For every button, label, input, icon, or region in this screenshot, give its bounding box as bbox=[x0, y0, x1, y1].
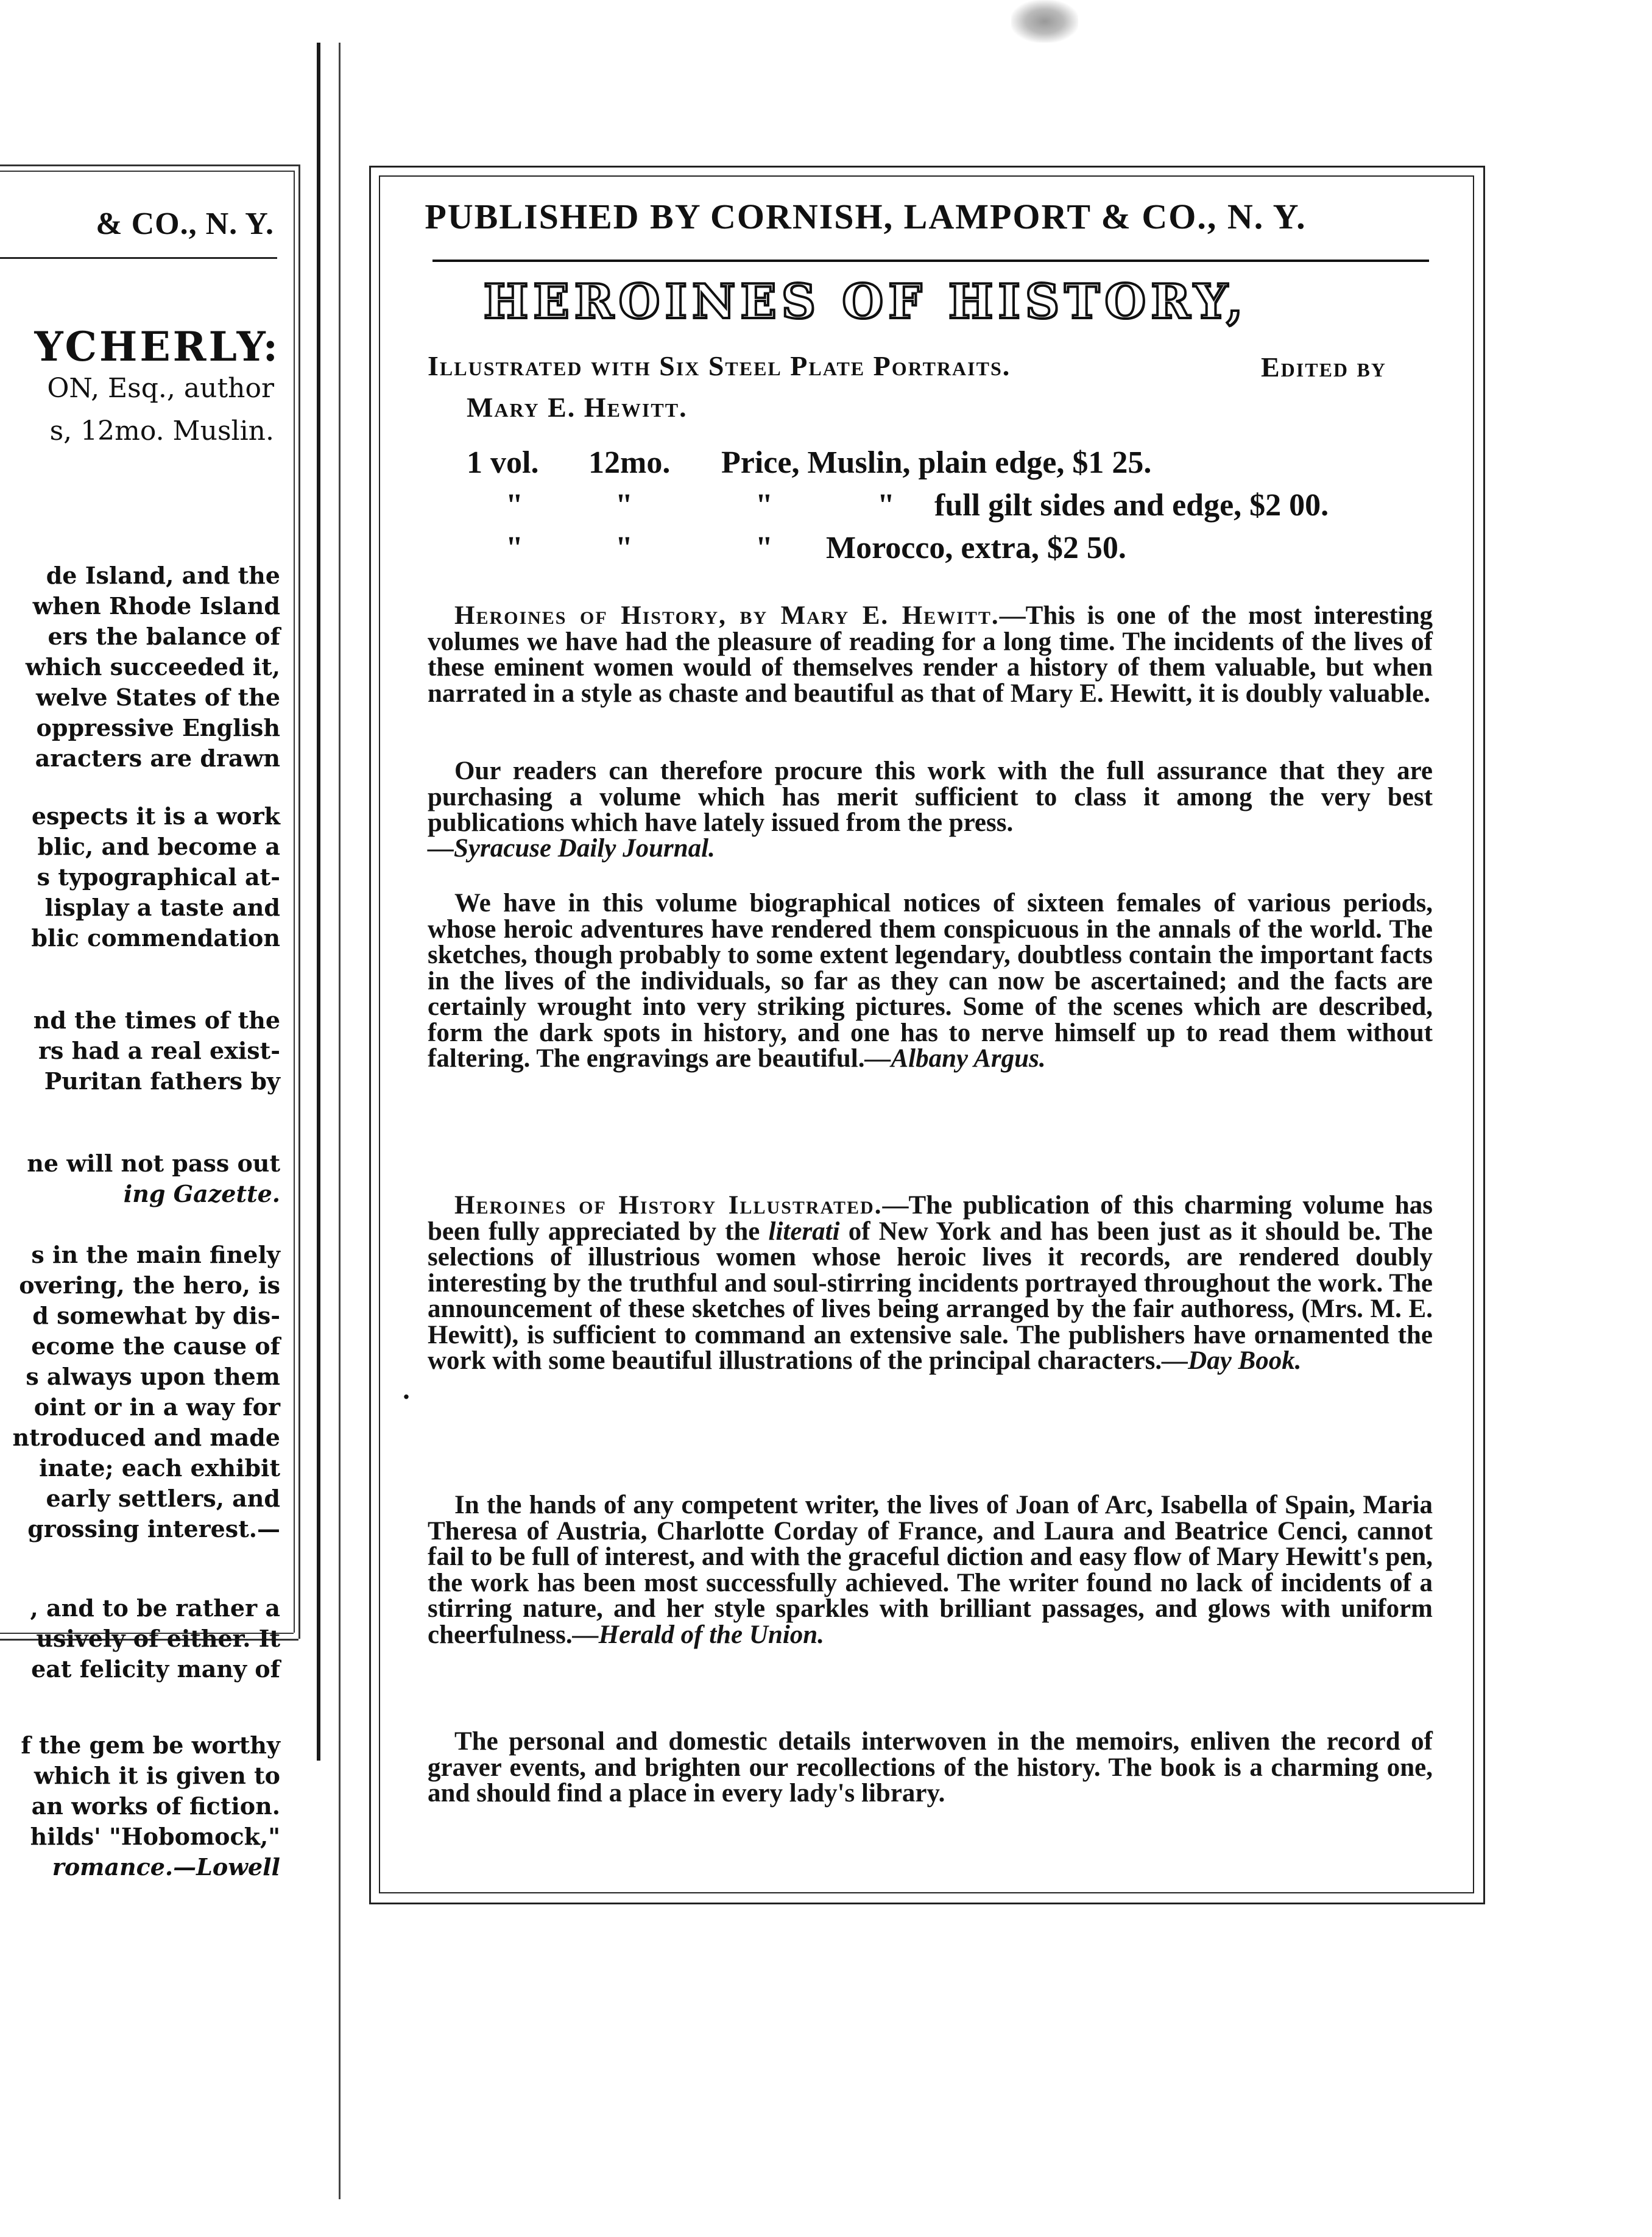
publisher-rule bbox=[432, 260, 1429, 262]
review-syracuse bbox=[428, 603, 1433, 707]
book-title-text: HEROINES OF HISTORY, bbox=[483, 274, 1248, 330]
review-herald bbox=[428, 1493, 1433, 1648]
left-text-line: ntroduced and made bbox=[12, 1424, 280, 1451]
left-frame-rule bbox=[0, 164, 298, 166]
review-lead: Heroines of History, by Mary E. Hewitt. bbox=[454, 601, 1000, 630]
left-text-line: ers the balance of bbox=[48, 623, 280, 650]
left-text-line: , and to be rather a bbox=[30, 1594, 280, 1622]
left-publisher-header: & CO., N. Y. bbox=[96, 207, 274, 241]
left-text-line: blic, and become a bbox=[37, 833, 280, 860]
left-text-line: ecome the cause of bbox=[31, 1332, 280, 1360]
review-text: The personal and domestic details interwoven in the memoirs, enliven the record of graver events, and brighten our recollections of the history. The book is a charming one, and should find a place in every lady's library. bbox=[428, 1727, 1433, 1808]
left-text-line: ing Gazette. bbox=[123, 1180, 280, 1207]
review-closing bbox=[428, 1729, 1433, 1807]
left-text-line: usively of either. It bbox=[36, 1625, 280, 1652]
left-text-line: nd the times of the bbox=[33, 1006, 280, 1034]
subtitle-edited-by: Edited by bbox=[1261, 352, 1386, 383]
left-text-line: ne will not pass out bbox=[27, 1150, 280, 1177]
left-text-line: an works of fiction. bbox=[31, 1792, 280, 1820]
publisher-header: PUBLISHED BY CORNISH, LAMPORT & CO., N. Y. bbox=[425, 197, 1307, 236]
review-text: —This is one of the most interesting volumes we have had the pleasure of reading for a long time. The incidents of the lives of these eminent women would of themselves render a history of them valuable, but when narrated in a style as chaste and beautiful as that of Mary E. Hewitt, it is doubly valuable. bbox=[428, 601, 1433, 708]
review-text: Our readers can therefore procure this work with the full assurance that they are purchasing a volume which has merit sufficient to class it among the very best publications which have lately issued from the press. bbox=[428, 757, 1433, 837]
subtitle-editor-name: Mary E. Hewitt. bbox=[467, 392, 688, 423]
review-source: —Albany Argus. bbox=[864, 1044, 1046, 1073]
left-text-line: hilds' "Hobomock," bbox=[30, 1823, 280, 1850]
left-text-line: early settlers, and bbox=[46, 1485, 280, 1512]
left-header-rule bbox=[0, 257, 277, 259]
left-text-line: d somewhat by dis- bbox=[32, 1302, 280, 1329]
left-text-line: which succeeded it, bbox=[25, 653, 280, 680]
left-frame-rule bbox=[0, 171, 294, 172]
book-title bbox=[0, 274, 1652, 330]
left-text-line: s typographical at- bbox=[37, 863, 280, 891]
review-lead: Heroines of History Illustrated. bbox=[454, 1191, 883, 1220]
review-source: —Day Book. bbox=[1162, 1346, 1302, 1375]
left-text-line: aracters are drawn bbox=[35, 744, 280, 772]
review-text: of New York and has been just as it should be. The selections of illustrious women whose heroic lives it records, are rendered doubly interesting by the truthful and soul-stirring incidents portrayed throughout the work. The announcement of these sketches of lives being arranged by the fair authoress, (Mrs. M. E. Hewitt), is sufficient to command an extensive sale. The publishers have ornamented the work with some beautiful illustrations of the principal characters. bbox=[428, 1217, 1433, 1375]
left-text-line: de Island, and the bbox=[46, 562, 280, 589]
left-text-line: f the gem be worthy bbox=[21, 1731, 280, 1759]
left-text-line: Puritan fathers by bbox=[44, 1067, 280, 1095]
left-frame-rule bbox=[294, 171, 295, 1633]
left-text-line: oppressive English bbox=[36, 714, 280, 741]
paper-damage-blot bbox=[1011, 0, 1078, 43]
left-text-line: when Rhode Island bbox=[32, 592, 280, 620]
left-book-title: YCHERLY: bbox=[34, 323, 280, 370]
review-source: —Syracuse Daily Journal. bbox=[428, 834, 715, 863]
price-muslin-plain: Price, Muslin, plain edge, $1 25. bbox=[721, 445, 1152, 480]
left-text-line: romance.—Lowell bbox=[52, 1853, 280, 1881]
price-ditto-mark: " bbox=[755, 488, 773, 523]
review-day-book bbox=[428, 1193, 1433, 1374]
left-text-line: lisplay a taste and bbox=[44, 894, 280, 921]
review-syracuse-cont bbox=[428, 758, 1433, 836]
subtitle-illustrated: Illustrated with Six Steel Plate Portraits. bbox=[428, 350, 1011, 381]
price-ditto-mark: " bbox=[877, 488, 895, 523]
left-text-line: s in the main finely bbox=[31, 1241, 280, 1268]
left-subtitle-line: ON, Esq., author bbox=[47, 373, 274, 404]
margin-mark: · bbox=[402, 1383, 411, 1412]
left-text-line: eat felicity many of bbox=[31, 1655, 280, 1683]
page-gutter-edge bbox=[339, 43, 341, 2199]
left-text-line: which it is given to bbox=[34, 1762, 280, 1789]
left-text-line: oint or in a way for bbox=[34, 1393, 280, 1421]
review-text: We have in this volume biographical notices of sixteen females of various periods, whose heroic adventures have rendered them conspicuous in the annals of the world. The sketches, though probably to some extent legendary, doubtless contain the important facts in the lives of the individuals, so far as they can now be ascertained; and the facts are certainly wrought into very striking pictures. Some of the scenes which are described, form the dark spots in history, and one has to nerve himself up to read them without faltering. The engravings are beautiful. bbox=[428, 889, 1433, 1073]
price-ditto-mark: " bbox=[506, 488, 523, 523]
price-ditto-mark: " bbox=[615, 488, 633, 523]
left-text-line: inate; each exhibit bbox=[39, 1454, 280, 1482]
left-text-line: blic commendation bbox=[31, 924, 280, 952]
price-ditto-mark: " bbox=[506, 531, 523, 565]
price-vol: 1 vol. bbox=[467, 445, 539, 480]
price-ditto-mark: " bbox=[615, 531, 633, 565]
left-text-line: grossing interest.— bbox=[27, 1515, 280, 1543]
left-frame-rule bbox=[298, 164, 300, 1639]
review-source: —Herald of the Union. bbox=[572, 1620, 824, 1649]
price-full-gilt: full gilt sides and edge, $2 00. bbox=[934, 488, 1329, 523]
left-subtitle-line: s, 12mo. Muslin. bbox=[49, 415, 274, 447]
review-italic-word: literati bbox=[768, 1217, 840, 1246]
left-text-line: rs had a real exist- bbox=[38, 1037, 280, 1064]
left-text-line: s always upon them bbox=[26, 1363, 280, 1390]
price-size: 12mo. bbox=[588, 445, 671, 480]
price-ditto-mark: " bbox=[755, 531, 773, 565]
left-text-line: overing, the hero, is bbox=[19, 1271, 280, 1299]
review-text: —The publication of this charming volume has been fully appreciated by the bbox=[428, 1191, 1433, 1246]
review-syracuse-source-line bbox=[428, 836, 1433, 862]
left-text-line: welve States of the bbox=[35, 684, 280, 711]
left-text-line: espects it is a work bbox=[31, 802, 280, 830]
review-albany bbox=[428, 891, 1433, 1072]
price-morocco: Morocco, extra, $2 50. bbox=[826, 531, 1126, 565]
review-text: In the hands of any competent writer, the lives of Joan of Arc, Isabella of Spain, Maria Theresa of Austria, Charlotte Corday of France, and Laura and Beatrice Cenci, cannot fail to be full of interest, and with the graceful diction and easy flow of Mary Hewitt's pen, the work has been most successfully achieved. The writer found no lack of incidents of a stirring nature, and her style sparkles with brilliant passages, and glows with uniform cheerfulness. bbox=[428, 1491, 1433, 1649]
